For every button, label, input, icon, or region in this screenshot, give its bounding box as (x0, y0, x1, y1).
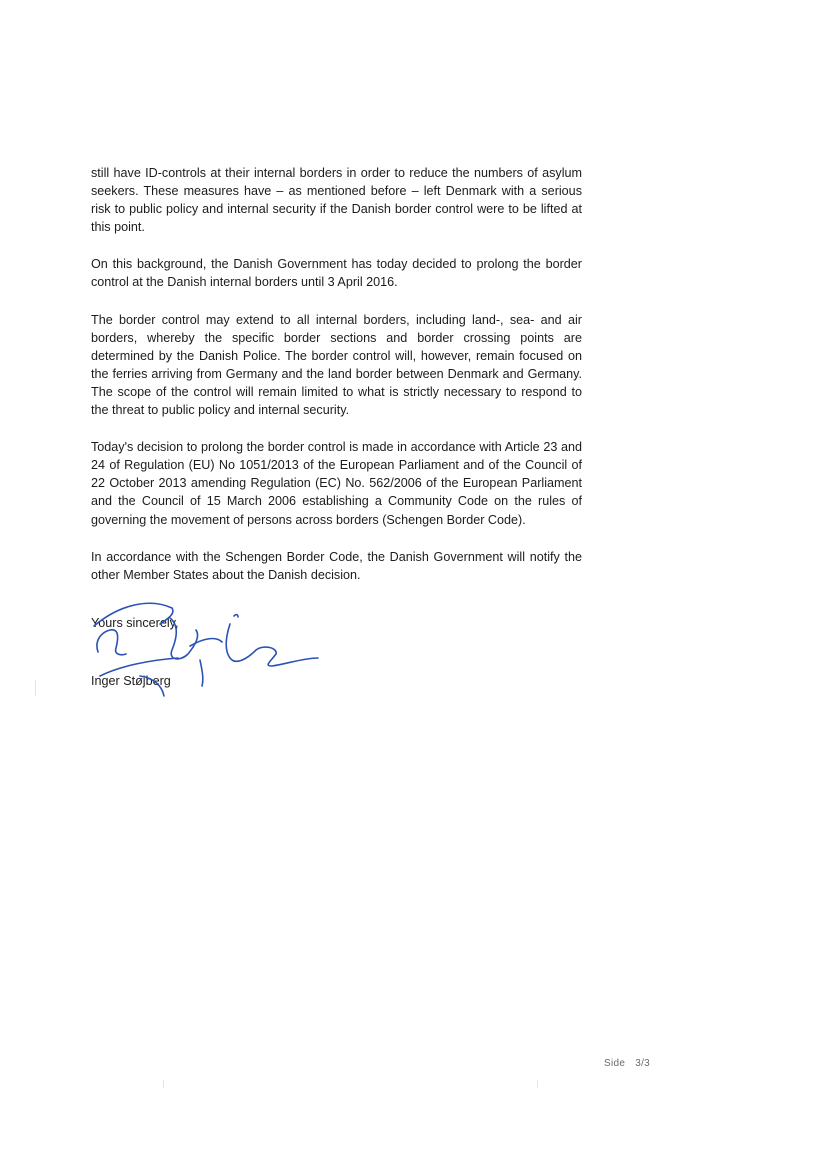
paragraph-5: In accordance with the Schengen Border Code, the Danish Government will notify the other Member States about the Danish decision. (91, 549, 582, 582)
paragraph-1: still have ID-controls at their internal borders in order to reduce the numbers of asylum seekers. These measures have – as mentioned before – left Denmark with a serious risk to public policy and internal security if the Danish border control were to be lifted at this point. (91, 166, 582, 235)
scan-artifact-bottom-right (537, 1080, 538, 1088)
closing-salutation: Yours sincerely, (91, 616, 179, 630)
paragraph-4: Today's decision to prolong the border control is made in accordance with Article 23 and 24 of Regulation (EU) No 1051/2013 of the European Parliament and of the Council of 22 October 2013 amending Regulation (EC) No. 562/2006 of the European Parliament and the Council of 15 March 2006 establishing a Community Code on the rules of governing the movement of persons across borders (Schengen Border Code). (91, 440, 582, 527)
scan-artifact-bottom-left (163, 1080, 164, 1088)
signer-name: Inger Støjberg (91, 674, 171, 688)
letter-body (91, 164, 582, 603)
page-label: Side (604, 1058, 626, 1069)
scan-artifact-left (35, 680, 36, 696)
paragraph-2: On this background, the Danish Government has today decided to prolong the border control at the Danish internal borders until 3 April 2016. (91, 257, 582, 290)
page-count: 3/3 (635, 1058, 651, 1069)
page-number-footer (604, 1058, 660, 1069)
handwritten-signature (80, 596, 330, 706)
paragraph-3: The border control may extend to all internal borders, including land-, sea- and air borders, whereby the specific border sections and border crossing points are determined by the Danish Police. The border control will, however, remain focused on the ferries arriving from Germany and the land border between Denmark and Germany. The scope of the control will remain limited to what is strictly necessary to respond to the threat to public policy and internal security. (91, 312, 582, 418)
